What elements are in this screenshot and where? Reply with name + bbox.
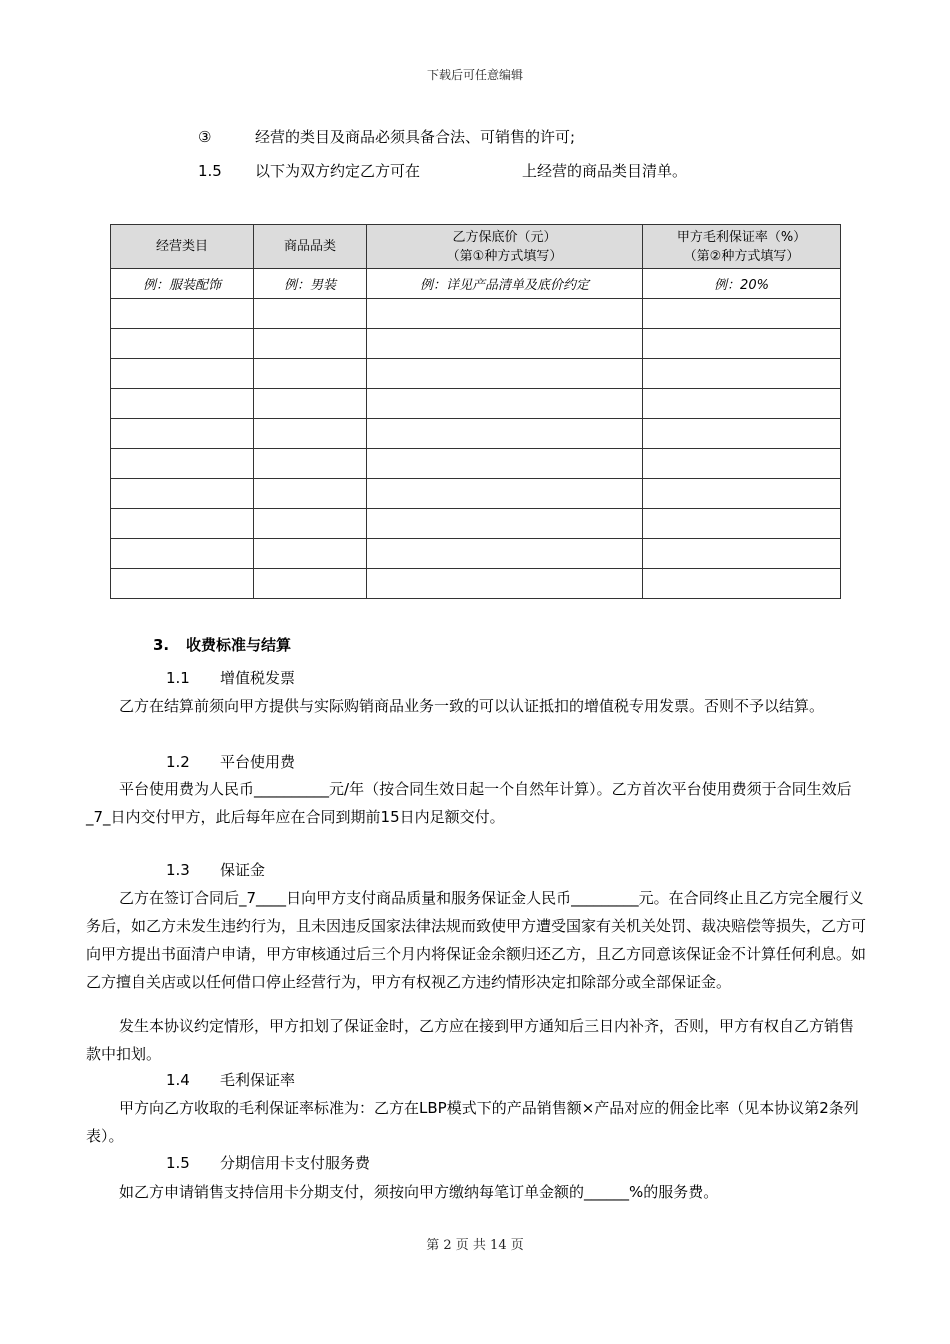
table-row [111,419,841,449]
s13-body-2: 发生本协议约定情形，甲方扣划了保证金时，乙方应在接到甲方通知后三日内补齐，否则，甲方有权自乙方销售款中扣划。 [86,1017,855,1063]
s15-title: 分期信用卡支付服务费 [220,1154,371,1172]
s12-fee-blank[interactable]: __________ [254,780,330,798]
section-3-number: 3. [153,636,170,654]
table-cell[interactable] [643,389,841,419]
table-cell[interactable] [367,389,643,419]
table-row [111,569,841,599]
table-cell[interactable] [111,539,254,569]
section-3-title: 收费标准与结算 [186,636,292,654]
example-margin-rate: 例：20% [643,269,841,299]
table-cell[interactable] [367,329,643,359]
s14-number: 1.4 [166,1071,190,1089]
s15-number: 1.5 [166,1154,190,1172]
table-row [111,389,841,419]
table-row [111,479,841,509]
table-cell[interactable] [254,389,367,419]
table-cell[interactable] [111,509,254,539]
table-cell[interactable] [367,539,643,569]
item-3-marker: ③ [198,128,212,146]
table-cell[interactable] [254,569,367,599]
table-cell[interactable] [367,479,643,509]
s13-deposit-blank[interactable]: _________ [571,889,639,907]
table-cell[interactable] [254,359,367,389]
table-cell[interactable] [254,329,367,359]
s15-rate-blank[interactable]: ______ [584,1183,630,1201]
table-cell[interactable] [111,359,254,389]
table-cell[interactable] [254,479,367,509]
item-3-text: 经营的类目及商品必须具备合法、可销售的许可; [255,128,576,146]
s11-title: 增值税发票 [220,669,296,687]
table-cell[interactable] [111,389,254,419]
s12-number: 1.2 [166,753,190,771]
table-row [111,449,841,479]
goods-category-table [110,224,841,599]
table-row [111,359,841,389]
section-1-5-number: 1.5 [198,162,222,180]
table-cell[interactable] [111,329,254,359]
table-cell[interactable] [643,479,841,509]
table-row [111,509,841,539]
s12-days: _7_ [86,808,111,826]
table-cell[interactable] [111,479,254,509]
header-min-price: 乙方保底价（元） （第①种方式填写） [367,225,643,269]
table-cell[interactable] [367,569,643,599]
table-cell[interactable] [254,419,367,449]
s15-body: 如乙方申请销售支持信用卡分期支付，须按向甲方缴纳每笔订单金额的______%的服务费。 [119,1183,719,1201]
header-category: 经营类目 [111,225,254,269]
table-cell[interactable] [254,299,367,329]
table-cell[interactable] [111,299,254,329]
table-cell[interactable] [111,449,254,479]
s14-title: 毛利保证率 [220,1071,296,1089]
table-cell[interactable] [643,299,841,329]
table-cell[interactable] [643,329,841,359]
example-min-price: 例：详见产品清单及底价约定 [367,269,643,299]
example-product-type: 例：男装 [254,269,367,299]
table-row [111,329,841,359]
example-category: 例：服装配饰 [111,269,254,299]
table-cell[interactable] [643,539,841,569]
table-cell[interactable] [643,419,841,449]
table-cell[interactable] [643,449,841,479]
table-row [111,539,841,569]
table-cell[interactable] [367,359,643,389]
table-cell[interactable] [367,419,643,449]
table-cell[interactable] [111,419,254,449]
section-1-5-text-b: 上经营的商品类目清单。 [522,162,688,180]
table-cell[interactable] [643,509,841,539]
s13-number: 1.3 [166,861,190,879]
s13-days: _7____ [239,889,287,907]
s11-number: 1.1 [166,669,190,687]
s13-body: 乙方在签订合同后_7____日向甲方支付商品质量和服务保证金人民币_________元。在合同终止且乙方完全履行义务后，如乙方未发生违约行为，且未因违反国家法律法规而致使甲方遭受国家有关机关处罚、裁决赔偿等损失，乙方可向甲方提出书面清户申请，甲方审核通过后三个月内将保证金余额归还乙方，且乙方同意该保证金不计算任何利息。如乙方擅自关店或以任何借口停止经营行为，甲方有权视乙方违约情形决定扣除部分或全部保证金。 [86,889,867,991]
table-cell[interactable] [254,509,367,539]
s12-title: 平台使用费 [220,753,296,771]
table-header-row [111,225,841,269]
s12-body: 平台使用费为人民币__________元/年（按合同生效日起一个自然年计算）。乙方首次平台使用费须于合同生效后_7_日内交付甲方，此后每年应在合同到期前15日内足额交付。 [86,780,852,826]
table-example-row [111,269,841,299]
page-footer: 第 2 页 共 14 页 [426,1238,524,1253]
table-cell[interactable] [643,359,841,389]
header-product-type: 商品品类 [254,225,367,269]
s14-body: 甲方向乙方收取的毛利保证率标准为：乙方在LBP模式下的产品销售额×产品对应的佣金比率（见本协议第2条列表）。 [86,1099,859,1145]
page-header: 下载后可任意编辑 [426,68,523,82]
table-cell[interactable] [643,569,841,599]
section-1-5-text-a: 以下为双方约定乙方可在 [255,162,421,180]
table-cell[interactable] [367,299,643,329]
s13-title: 保证金 [220,861,266,879]
table-cell[interactable] [367,449,643,479]
table-cell[interactable] [111,569,254,599]
table-cell[interactable] [254,449,367,479]
table-row [111,299,841,329]
s11-body: 乙方在结算前须向甲方提供与实际购销商品业务一致的可以认证抵扣的增值税专用发票。否则不予以结算。 [119,697,825,715]
header-margin-rate: 甲方毛利保证率（%） （第②种方式填写） [643,225,841,269]
table-cell[interactable] [254,539,367,569]
table-cell[interactable] [367,509,643,539]
